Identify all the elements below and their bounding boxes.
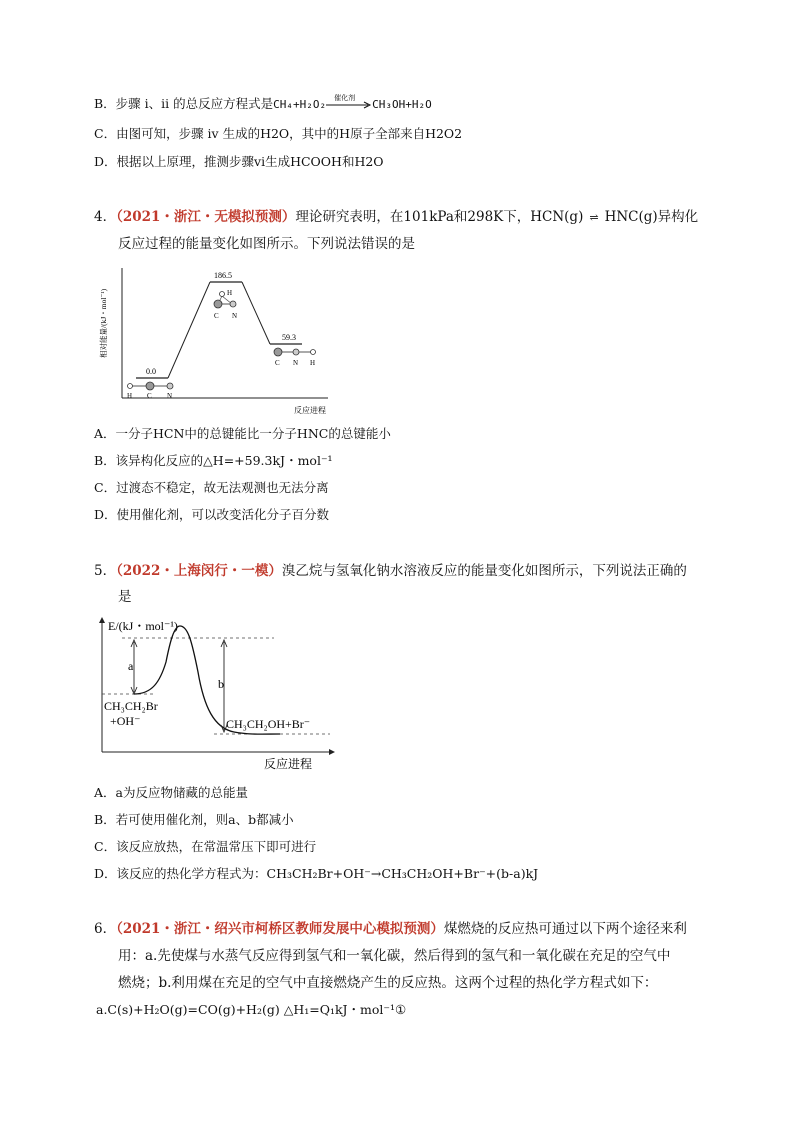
q4-atom-h2: H: [227, 289, 233, 297]
q5-source: （2022・上海闵行・一模）: [116, 563, 282, 579]
q3-option-d: D．根据以上原理，推测步骤vi生成HCOOH和H2O: [94, 154, 384, 169]
q6-stem-line1: [94, 920, 687, 938]
q5-stem-text: 溴乙烷与氢氧化钠水溶液反应的能量变化如图所示，下列说法正确的: [281, 563, 687, 579]
q6-equation-a: a.C(s)+H₂O(g)=CO(g)+H₂(g) △H₁=Q₁kJ・mol⁻¹①: [96, 1002, 407, 1017]
q4-stem-line2: 反应过程的能量变化如图所示。下列说法错误的是: [118, 236, 415, 252]
q3-option-b: [94, 93, 432, 113]
q6-source: （2021・浙江・绍兴市柯桥区教师发展中心模拟预测）: [116, 921, 444, 937]
q5-option-c: C．该反应放热，在常温常压下即可进行: [94, 839, 317, 854]
q4-atom-h1: H: [127, 392, 133, 400]
q4-energy-diagram: [92, 258, 332, 418]
q5-option-d: D．该反应的热化学方程式为：CH₃CH₂Br+OH⁻→CH₃CH₂OH+Br⁻+(b-a)kJ: [94, 866, 539, 881]
q6-stem-text: 煤燃烧的反应热可通过以下两个途径来利: [443, 921, 687, 937]
q4-option-c: C．过渡态不稳定，故无法观测也无法分离: [94, 480, 329, 495]
arrow-icon: [326, 100, 372, 110]
q4-x-axis-label: 反应进程: [294, 406, 326, 415]
q5-x-axis-label: 反应进程: [264, 757, 313, 771]
q4-level-label-reactant: 0.0: [146, 367, 156, 376]
q3-option-c: C．由图可知，步骤 iv 生成的H2O，其中的H原子全部来自H2O2: [94, 126, 463, 141]
q5-label-b: b: [218, 677, 224, 691]
q5-product-label: CH₃CH₂OH+Br⁻: [226, 717, 311, 731]
q4-stem-text: 理论研究表明，在101kPa和298K下，HCN(g): [295, 209, 584, 225]
q5-label-a: a: [128, 659, 134, 673]
q5-energy-diagram: [94, 612, 344, 772]
q3-arrow-label: 催化剂: [334, 93, 356, 102]
q4-y-axis-label: 相对能量/(kJ・mol⁻¹): [99, 288, 108, 358]
q4-atom-n2: N: [232, 312, 238, 320]
q6-stem-line3: 燃烧；b.利用煤在充足的空气中直接燃烧产生的反应热。这两个过程的热化学方程式如下：: [118, 975, 658, 991]
q5-number: 5．: [94, 563, 117, 579]
q5-axes: [102, 620, 332, 752]
q4-option-d: D．使用催化剂，可以改变活化分子百分数: [94, 507, 330, 522]
q5-reactant-label-2: +OH⁻: [110, 714, 141, 728]
q5-y-axis-label: E/(kJ・mol⁻¹): [108, 619, 178, 633]
q4-stem-line1: [94, 208, 698, 227]
q5-stem-line2: 是: [118, 589, 132, 605]
q4-atom-n3: N: [293, 359, 299, 367]
q4-molecule-hcn: [127, 382, 173, 400]
q5-option-a: A．a为反应物储藏的总能量: [94, 785, 248, 800]
q4-level-label-ts: 186.5: [214, 271, 232, 280]
q4-atom-h3: H: [310, 359, 316, 367]
q4-option-b: B．该异构化反应的△H=+59.3kJ・mol⁻¹: [94, 453, 333, 468]
q4-level-label-product: 59.3: [282, 333, 296, 342]
q4-connector-down: [242, 282, 270, 344]
q3-equation-right: CH₃OH+H₂O: [372, 98, 432, 111]
q6-stem-line2: 用：a.先使煤与水蒸气反应得到氢气和一氧化碳，然后得到的氢气和一氧化碳在充足的空气中: [118, 948, 671, 964]
q4-atom-n1: N: [167, 392, 173, 400]
q3-equation-left: CH₄+H₂O₂: [273, 98, 327, 111]
q4-atom-c3: C: [275, 359, 280, 367]
q4-molecule-ts: [214, 289, 237, 320]
q5-option-b: B．若可使用催化剂，则a、b都减小: [94, 812, 294, 827]
q5-reactant-label-1: CH₃CH₂Br: [104, 699, 158, 713]
q4-number: 4．: [94, 209, 117, 225]
q4-option-a: A．一分子HCN中的总键能比一分子HNC的总键能小: [94, 426, 391, 441]
q4-atom-c1: C: [147, 392, 152, 400]
q4-connector-up: [168, 282, 210, 378]
q4-atom-c2: C: [214, 312, 219, 320]
equilibrium-arrow-icon: ⇌: [589, 211, 599, 224]
q4-molecule-hnc: [274, 348, 316, 367]
q5-stem-line1: [94, 562, 687, 580]
q3-option-b-text: B．步骤 i、ii 的总反应方程式是: [94, 96, 274, 111]
q6-number: 6．: [94, 921, 117, 937]
q3-equation-arrow: [326, 93, 372, 110]
q4-source: （2021・浙江・无模拟预测）: [116, 209, 296, 225]
q4-stem-tail: HNC(g)异构化: [604, 209, 699, 225]
